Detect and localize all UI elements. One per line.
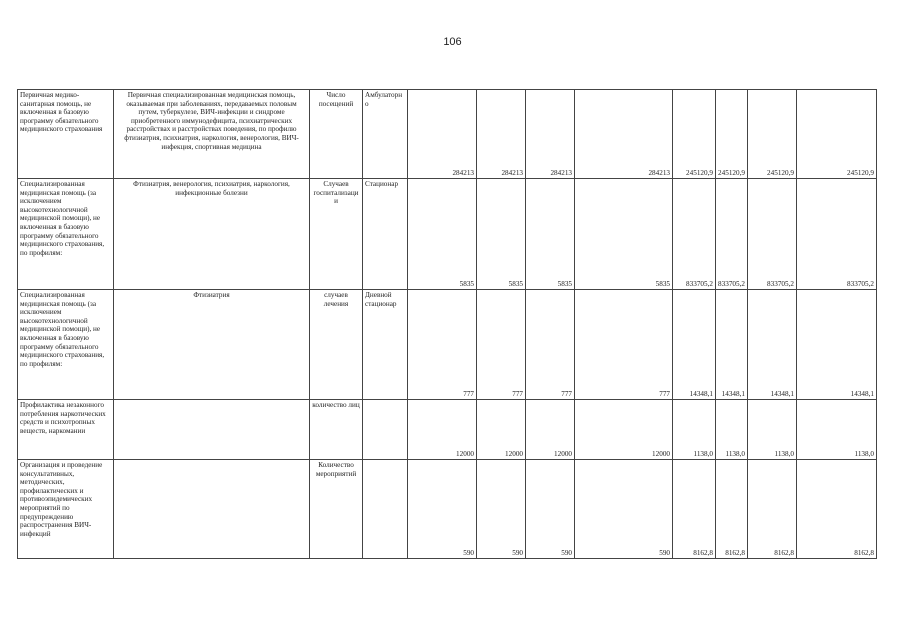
volume-cell: 284213 [575,90,673,179]
finance-cell: 833705,2 [673,179,716,290]
volume-cell: 5835 [477,179,526,290]
volume-cell: 590 [575,460,673,559]
volume-cell: 284213 [477,90,526,179]
table-row [18,460,877,559]
volume-cell: 12000 [408,400,477,460]
section-cell: Первичная медико-санитарная помощь, не включенная в базовую программу обязательного медицинского страхования [18,90,114,179]
volume-cell: 777 [575,290,673,400]
finance-cell: 833705,2 [748,179,797,290]
description-cell: Фтизиатрия [114,290,310,400]
finance-cell: 245120,9 [716,90,748,179]
unit-cell: Число посещений [310,90,363,179]
finance-cell: 14348,1 [716,290,748,400]
total-cell: 1138,0 [797,400,877,460]
condition-cell: Дневной стационар [363,290,408,400]
finance-cell: 245120,9 [748,90,797,179]
volume-cell: 5835 [526,179,575,290]
section-cell: Профилактика незаконного потребления наркотических средств и психотропных веществ, наркомании [18,400,114,460]
section-cell: Специализированная медицинская помощь (за исключением высокотехнологичной медицинской помощи), не включенная в базовую программу обязательного медицинского страхования, по профилям: [18,290,114,400]
description-cell: Фтизиатрия, венерология, психиатрия, наркология, инфекционные болезни [114,179,310,290]
table-row [18,400,877,460]
total-cell: 245120,9 [797,90,877,179]
finance-cell: 14348,1 [748,290,797,400]
unit-cell: Случаев госпитализации [310,179,363,290]
description-cell [114,400,310,460]
finance-cell: 8162,8 [673,460,716,559]
condition-cell [363,400,408,460]
section-cell: Организация и проведение консультативных, методических, профилактических и противоэпидемических мероприятий по предупреждению распространения ВИЧ-инфекций [18,460,114,559]
volume-cell: 12000 [477,400,526,460]
section-cell: Специализированная медицинская помощь (за исключением высокотехнологичной медицинской помощи), не включенная в базовую программу обязательного медицинского страхования, по профилям: [18,179,114,290]
description-cell [114,460,310,559]
total-cell: 8162,8 [797,460,877,559]
volume-cell: 777 [408,290,477,400]
finance-cell: 1138,0 [716,400,748,460]
volume-cell: 590 [526,460,575,559]
volume-cell: 5835 [408,179,477,290]
volume-cell: 284213 [526,90,575,179]
volume-cell: 590 [477,460,526,559]
volume-cell: 590 [408,460,477,559]
volume-cell: 777 [477,290,526,400]
condition-cell [363,460,408,559]
volume-cell: 284213 [408,90,477,179]
volume-cell: 5835 [575,179,673,290]
condition-cell: Стационар [363,179,408,290]
volume-cell: 777 [526,290,575,400]
finance-cell: 14348,1 [673,290,716,400]
total-cell: 14348,1 [797,290,877,400]
volume-cell: 12000 [575,400,673,460]
table-row [18,90,877,179]
table-row [18,179,877,290]
finance-cell: 245120,9 [673,90,716,179]
unit-cell: количество лиц [310,400,363,460]
finance-cell: 1138,0 [748,400,797,460]
services-table [17,89,877,559]
finance-cell: 1138,0 [673,400,716,460]
finance-cell: 833705,2 [716,179,748,290]
unit-cell: Количество мероприятий [310,460,363,559]
volume-cell: 12000 [526,400,575,460]
condition-cell: Амбулаторно [363,90,408,179]
unit-cell: случаев лечения [310,290,363,400]
total-cell: 833705,2 [797,179,877,290]
finance-cell: 8162,8 [748,460,797,559]
finance-cell: 8162,8 [716,460,748,559]
description-cell: Первичная специализированная медицинская помощь, оказываемая при заболеваниях, передаваемых половым путем, туберкулезе, ВИЧ-инфекции и синдроме приобретенного иммунодефицита, психиатрических расстройствах и расстройствах поведения, по профилю фтизиатрия, психиатрия, наркология, венерология, ВИЧ-инфекция, спортивная медицина [114,90,310,179]
page-number: 106 [443,36,462,48]
table-row [18,290,877,400]
